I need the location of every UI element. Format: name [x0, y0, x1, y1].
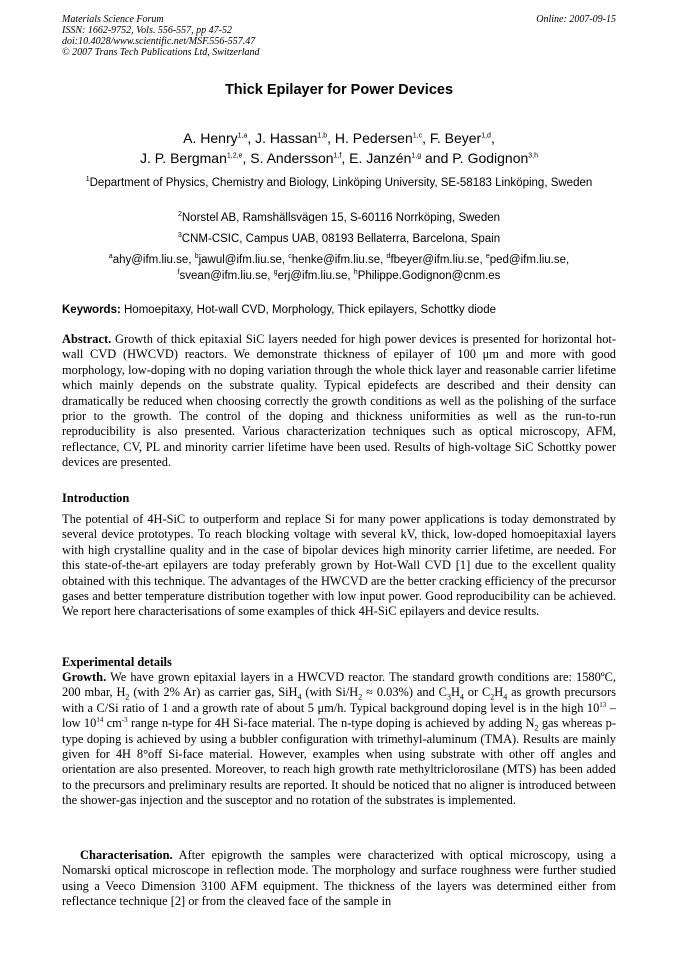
growth-text: as growth precursors with a C/Si ratio of 1 and a growth rate of about 5 μm/h. Typical background doping level is in the high 10 — [62, 685, 617, 715]
introduction-heading: Introduction — [62, 491, 130, 505]
author-name: F. Beyer — [429, 130, 482, 146]
growth-label: Growth. — [62, 670, 107, 684]
doi-line: doi:10.4028/www.scientific.net/MSF.556-557.47 — [62, 36, 256, 47]
subscript: 3 — [446, 692, 451, 702]
email-address[interactable]: fbeyer@ifm.liu.se — [390, 254, 480, 266]
author-affiliation-mark: 1,d — [481, 132, 491, 140]
superscript: 13 — [599, 700, 607, 709]
subscript: 2 — [534, 723, 539, 733]
abstract-paragraph — [62, 332, 616, 471]
affiliation-1 — [70, 175, 608, 192]
author-name: A. Henry — [183, 130, 238, 146]
issn-line: ISSN: 1662-9752, Vols. 556-557, pp 47-52 — [62, 25, 232, 36]
subscript: 4 — [297, 692, 302, 702]
email-address[interactable]: erj@ifm.liu.se — [277, 270, 348, 282]
email-mark: f — [177, 269, 180, 277]
author-affiliation-mark: 1,a — [237, 132, 248, 140]
subscript: 4 — [459, 692, 464, 702]
growth-text: H — [450, 685, 460, 700]
author-affiliation-mark: 3,h — [528, 152, 539, 160]
author-affiliation-mark: 1,g — [411, 152, 422, 160]
author-name: J. Hassan — [255, 130, 318, 146]
paper-title: Thick Epilayer for Power Devices — [224, 82, 454, 98]
email-mark: a — [108, 253, 113, 261]
affiliation-number: 2 — [177, 211, 182, 219]
growth-text: (with Si/H — [301, 685, 359, 700]
email-list: $^a$ahy@ifm.liu.se, $^b$jawul@ifm.liu.se, $^c$henke@ifm.liu.se, $^d$fbeyer@ifm.liu.se, $^e$ped@ifm.liu.se, $^f$svean@ifm.liu.se, $^g$erj@ifm.liu.se, $^h$Philippe.Godignon@cnm.es — [108, 253, 570, 282]
author-name: S. Andersson — [250, 150, 334, 166]
abstract-text: Growth of thick epitaxial SiC layers needed for high power devices is presented for horizontal hot-wall CVD (HWCVD) reactors. We demonstrate thickness of epilayer of 100 μm and more with good morphology, low-doping with no doping variation through the whole thick layer and reasonable carrier lifetime which mainly depends on the substrate quality. Typical epidefects are described and their density can dramatically be reduced when choosing correctly the growth conditions as well as the polishing of the surface prior to the growth. The control of the doping and thickness uniformities as well as the run-to-run reproducibility is also presented. Various characterization techniques such as optical microscopy, AFM, reflectance, CV, PL and minority carrier lifetime have been used. Results of high-voltage SiC Schottky power devices are presented. — [62, 332, 616, 470]
journal-name: Materials Science Forum — [62, 14, 164, 25]
keywords-label: Keywords: — [62, 304, 121, 316]
email-address[interactable]: jawul@ifm.liu.se — [198, 254, 282, 266]
keywords-text: Homoepitaxy, Hot-wall CVD, Morphology, Thick epilayers, Schottky diode — [124, 304, 496, 316]
growth-text: range n-type for 4H Si-face material. The n-type doping is achieved by adding N — [127, 716, 535, 731]
introduction-paragraph: The potential of 4H-SiC to outperform and replace Si for many power applications is today demonstrated by several device prototypes. To reach blocking voltage with several kV, thick, low-doped homoepitaxial layers with high crystalline quality and in the case of bipolar devices high minority carrier lifetime, are needed. For this state-of-the-art epilayers are today preferably grown by Hot-Wall CVD [1] due to the excellent quality obtained with this technique. The advantages of the HWCVD are the better cracking efficiency of the precursor gases and better temperature distribution together with low input power. Good reproducibility can be achieved. We report here characterisations of some examples of thick 4H-SiC epilayers and device results. — [62, 512, 616, 619]
author-name: H. Pedersen — [334, 130, 413, 146]
affiliation-text: Norstel AB, Ramshällsvägen 15, S-60116 Norrköping, Sweden — [181, 212, 501, 224]
affiliation-text: Department of Physics, Chemistry and Biology, Linköping University, SE-58183 Linköping, Sweden — [89, 177, 593, 189]
journal-header — [62, 14, 616, 58]
affiliation-2 — [70, 210, 608, 227]
subscript: 4 — [503, 692, 508, 702]
author-name: E. Janzén — [349, 150, 412, 166]
growth-text: cm — [103, 716, 122, 731]
author-name: P. Godignon — [452, 150, 529, 166]
superscript: -3 — [121, 716, 128, 725]
email-mark: h — [353, 269, 358, 277]
email-address[interactable]: ahy@ifm.liu.se — [112, 254, 189, 266]
author-affiliation-mark: 1,b — [317, 132, 328, 140]
email-mark: e — [485, 253, 490, 261]
growth-text: H — [494, 685, 504, 700]
copyright-line: © 2007 Trans Tech Publications Ltd, Switzerland — [62, 47, 260, 58]
email-address[interactable]: ped@ifm.liu.se — [489, 254, 566, 266]
author-list: A. Henry$^{1,a}$, J. Hassan$^{1,b}$, H. Pedersen$^{1,c}$, F. Beyer$^{1,d}$, J. P. Bergman$^{1,2,e}$, S. Andersson$^{1,f}$, E. Janzén$^{1,g}$ and P. Godignon$^{3,h}$ — [139, 130, 539, 166]
email-address[interactable]: henke@ifm.liu.se — [291, 254, 381, 266]
author-affiliation-mark: 1,c — [412, 132, 423, 140]
characterisation-paragraph — [62, 848, 616, 910]
growth-paragraph — [62, 670, 616, 809]
affiliation-3 — [70, 231, 608, 248]
affiliation-number: 3 — [177, 232, 182, 240]
author-affiliation-mark: 1,f — [333, 152, 342, 160]
author-name: J. P. Bergman — [139, 150, 227, 166]
affiliation-text: CNM-CSIC, Campus UAB, 08193 Bellaterra, Barcelona, Spain — [181, 233, 501, 245]
email-mark: g — [273, 269, 278, 277]
subscript: 2 — [358, 692, 363, 702]
email-mark: b — [194, 253, 199, 261]
online-date: Online: 2007-09-15 — [536, 14, 616, 25]
email-mark: c — [288, 253, 292, 261]
experimental-heading: Experimental details — [62, 655, 172, 669]
growth-text: ≈ 0.03%) and C — [362, 685, 447, 700]
growth-text: (with 2% Ar) as carrier gas, SiH — [129, 685, 298, 700]
keywords-line — [62, 304, 616, 316]
growth-text: – low 10 — [62, 700, 617, 731]
characterisation-label: Characterisation. — [80, 848, 173, 862]
growth-text: gas whereas p-type doping is achieved by using a bubbler configuration with trimethyl-aluminum (TMA). Results are mainly given for 4H 8°off Si-face material. However, examples when using substrate with other off angles and orientation are also presented. Moreover, to reach high growth rate methyltriclorosilane (MTS) has been added to the precursors and preliminary results are reported. It should be noticed that no aligner is introduced between the shower-gas injection and the susceptor and no rotation of the substrates is implemented. — [62, 716, 616, 808]
growth-text: or C — [463, 685, 491, 700]
growth-text: We have grown epitaxial layers in a HWCVD reactor. The standard growth conditions are: 1580ºC, 200 mbar, H — [62, 670, 617, 700]
author-affiliation-mark: 1,2,e — [226, 152, 243, 160]
subscript: 2 — [490, 692, 495, 702]
email-address[interactable]: Philippe.Godignon@cnm.es — [357, 270, 501, 282]
email-address[interactable]: svean@ifm.liu.se — [179, 270, 268, 282]
email-mark: d — [386, 253, 391, 261]
abstract-label: Abstract. — [62, 332, 112, 346]
characterisation-text: After epigrowth the samples were characterized with optical microscopy, using a Nomarski optical microscope in reflection mode. The morphology and surface roughness were further studied using a Veeco Dimension 3100 AFM equipment. The thickness of the layers was determined either from reflectance technique [2] or from the cleaved face of the sample in — [62, 848, 616, 909]
subscript: 2 — [125, 692, 130, 702]
affiliation-number: 1 — [85, 176, 90, 184]
superscript: 14 — [96, 716, 104, 725]
